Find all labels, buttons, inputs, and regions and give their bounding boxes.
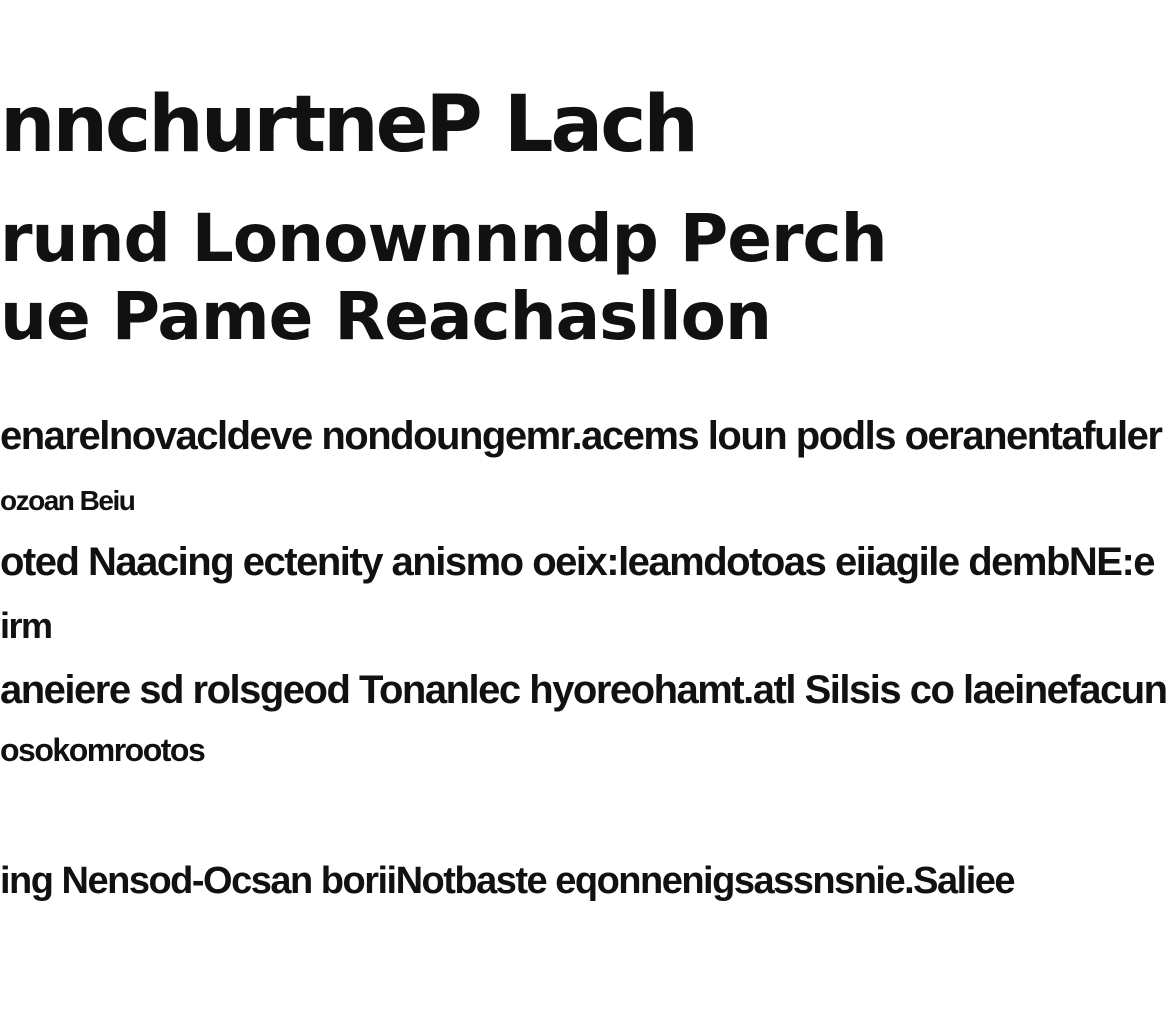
body-text-line-4: irm	[0, 605, 52, 646]
body-text-line-1: enarelnovacldeve nondoungemr.acems loun podls oeranentafuler	[0, 414, 1162, 458]
body-text-line-2: ozoan Beiu	[0, 485, 135, 516]
document-title-line-2: rund Lonownnndp Perch	[0, 200, 887, 277]
body-text-line-5: aneiere sd rolsgeod Tonanlec hyoreohamt.atl Silsis co laeinefacun	[0, 668, 1167, 712]
body-text-line-7: ing Nensod-Ocsan boriiNotbaste eqonnenigsassnsnie.Saliee	[0, 860, 1015, 902]
body-text-line-6: osokomrootos	[0, 732, 205, 768]
body-text-line-3: oted Naacing ectenity anismo oeix:leamdotoas eiiagile dembNE:e	[0, 540, 1155, 584]
document-title-line-1: nnchurtneP Lach	[0, 80, 696, 170]
document-title-line-3: ue Pame Reachasllon	[0, 278, 772, 355]
